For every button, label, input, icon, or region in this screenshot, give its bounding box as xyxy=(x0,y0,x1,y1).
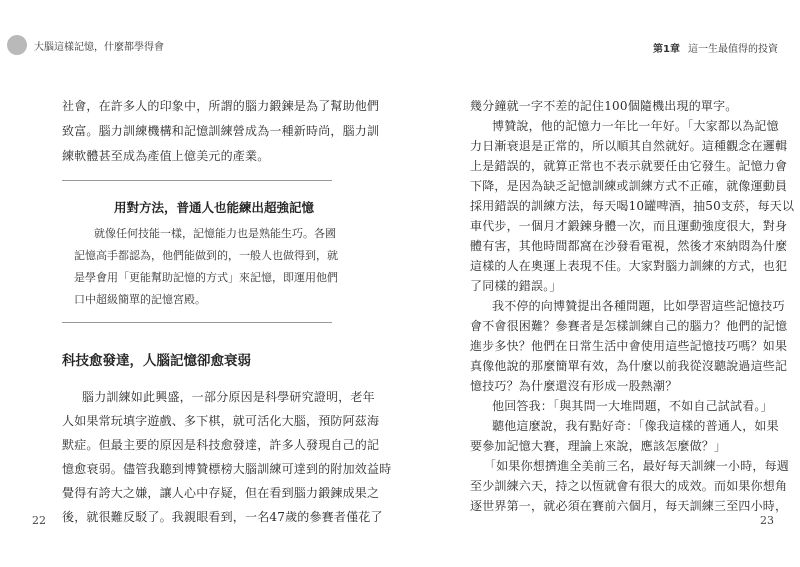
body-line: 上是錯誤的，就算正常也不表示就要任由它發生。記憶力會 xyxy=(470,159,788,173)
box-title: 用對方法，普通人也能練出超強記憶 xyxy=(114,200,315,215)
box-line: 就像任何技能一樣，記憶能力也是熟能生巧。各國 xyxy=(94,227,336,240)
body-line: 憶技巧？為什麼還沒有形成一股熱潮？ xyxy=(470,379,678,393)
body-line: 至少訓練六天，持之以恆就會有很大的成效。而如果你想角 xyxy=(470,479,788,493)
body-line: 博贊說，他的記憶力一年比一年好。「大家都以為記憶 xyxy=(492,119,779,133)
body-line: 要參加記憶大賽，理論上來說，應該怎麼做？」 xyxy=(470,439,727,453)
chapter-marker-dot xyxy=(7,35,27,55)
body-line: 他回答我：「與其問一大堆問題，不如自己試試看。」 xyxy=(492,399,773,413)
body-line: 聽他這麼說，我有點好奇：「像我這樣的普通人，如果 xyxy=(492,419,779,433)
body-line: 後，就很難反駁了。我親眼看到，一名47歲的參賽者僅花了 xyxy=(62,510,383,524)
box-bottom-rule xyxy=(62,322,332,323)
body-line: 人如果常玩填字遊戲、多下棋，就可活化大腦，預防阿茲海 xyxy=(62,414,380,428)
body-line: 採用錯誤的訓練方法，每天喝10罐啤酒，抽50支菸，每天以 xyxy=(470,199,795,213)
body-line: 默症。但最主要的原因是科技愈發達，許多人發現自己的記 xyxy=(62,438,380,452)
page-number-right: 23 xyxy=(760,514,774,527)
body-line: 體有害，其他時間都窩在沙發看電視，然後才來納悶為什麼 xyxy=(470,239,788,253)
body-line: 我不停的向博贊提出各種問題，比如學習這些記憶技巧 xyxy=(492,299,785,313)
body-line: 腦力訓練如此興盛，一部分原因是科學研究證明，老年 xyxy=(82,390,375,404)
running-header-book-title: 大腦這樣記憶，什麼都學得會 xyxy=(34,42,164,53)
body-line: 練軟體甚至成為產值上億美元的產業。 xyxy=(62,149,270,163)
body-line: 這樣的人在奧運上表現不佳。大家對腦力訓練的方式，也犯 xyxy=(470,259,788,273)
body-line: 了同樣的錯誤。」 xyxy=(470,279,562,293)
chapter-title: 這一生最值得的投資 xyxy=(688,44,778,55)
body-line: 進步多快？他們在日常生活中會使用這些記憶技巧嗎？如果 xyxy=(470,339,788,353)
box-top-rule xyxy=(62,180,332,181)
running-header-chapter xyxy=(653,40,778,55)
box-line: 記憶高手都認為，他們能做到的，一般人也做得到，就 xyxy=(74,249,338,262)
body-line: 會不會很困難？參賽者是怎樣訓練自己的腦力？他們的記憶 xyxy=(470,319,788,333)
box-line: 口中超級簡單的記憶宮殿。 xyxy=(74,293,206,306)
body-line: 「如果你想擠進全美前三名，最好每天訓練一小時，每週 xyxy=(484,459,790,473)
body-line: 覺得有誇大之嫌，讓人心中存疑，但在看到腦力鍛鍊成果之 xyxy=(62,486,380,500)
box-line: 是學會用「更能幫助記憶的方式」來記憶，即運用他們 xyxy=(74,271,338,284)
body-line: 社會，在許多人的印象中，所謂的腦力鍛鍊是為了幫助他們 xyxy=(62,99,380,113)
body-line: 憶愈衰弱。儘管我聽到博贊標榜大腦訓練可達到的附加效益時 xyxy=(62,462,392,476)
body-line: 逐世界第一，就必須在賽前六個月，每天訓練三至四小時， xyxy=(470,499,788,513)
body-line: 致富。腦力訓練機構和記憶訓練營成為一種新時尚，腦力訓 xyxy=(62,124,380,138)
body-line: 真像他說的那麼簡單有效，為什麼以前我從沒聽說過這些記 xyxy=(470,359,788,373)
body-line: 幾分鐘就一字不差的記住100個隨機出現的單字。 xyxy=(470,99,738,113)
body-line: 車代步，一個月才鍛鍊身體一次，而且運動強度很大，對身 xyxy=(470,219,788,233)
body-line: 下降，是因為缺乏記憶訓練或訓練方式不正確，就像運動員 xyxy=(470,179,788,193)
section-heading: 科技愈發達，人腦記憶卻愈衰弱 xyxy=(62,353,251,369)
chapter-label: 第1章 xyxy=(653,44,680,55)
page-number-left: 22 xyxy=(32,514,46,527)
body-line: 力日漸衰退是正常的，所以順其自然就好。這種觀念在邏輯 xyxy=(470,139,788,153)
